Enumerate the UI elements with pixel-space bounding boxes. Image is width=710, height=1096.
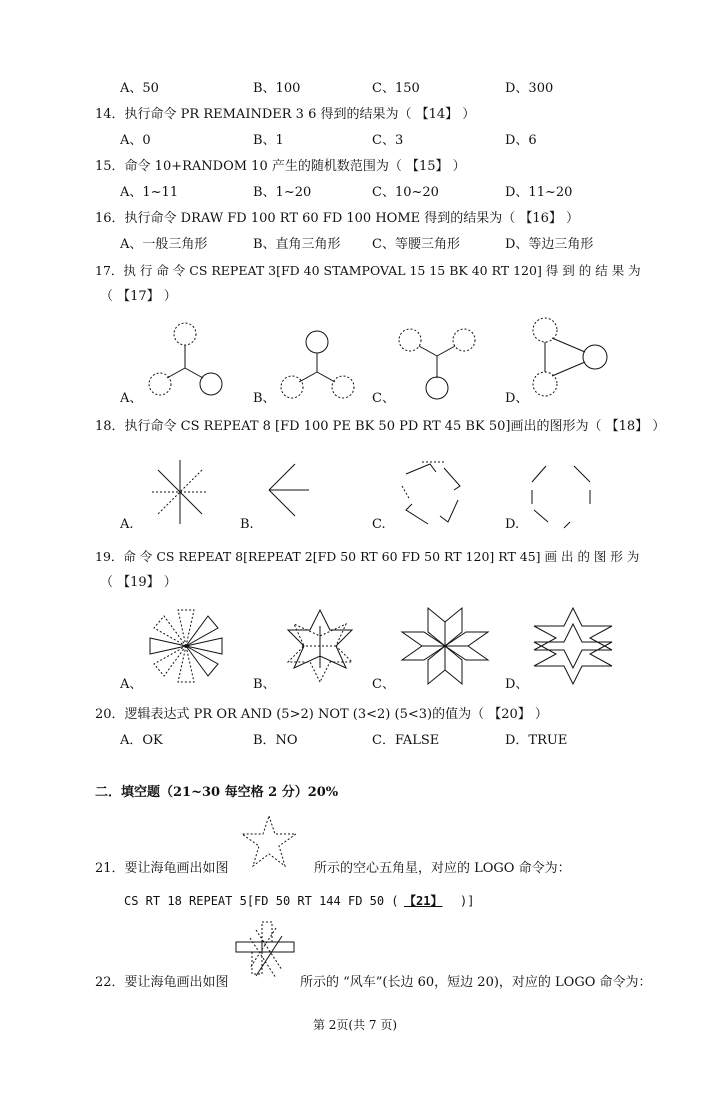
q15-option-c: C、10~20 bbox=[372, 185, 439, 200]
q19-option-a: A、 bbox=[120, 677, 143, 692]
q16-option-d: D、等边三角形 bbox=[505, 237, 594, 252]
q14-question bbox=[0, 106, 710, 124]
q16-options bbox=[0, 236, 710, 254]
q18-option-a: A. bbox=[120, 517, 134, 532]
q20-option-d: D．TRUE bbox=[505, 733, 568, 748]
q18-option-d: D. bbox=[505, 517, 520, 532]
q20-question bbox=[0, 706, 710, 724]
q15-option-a: A、1~11 bbox=[120, 185, 179, 200]
q20-option-b: B．NO bbox=[253, 733, 298, 748]
q13-option-a: A、50 bbox=[120, 81, 159, 96]
q19-option-d: D、 bbox=[505, 677, 529, 692]
q16-text: 16．执行命令 DRAW FD 100 RT 60 FD 100 HOME 得到的结果为（ 【16】 ） bbox=[95, 211, 580, 226]
q14-options bbox=[0, 132, 710, 150]
q18-labels bbox=[0, 516, 710, 534]
q19-text-line2: （ 【19】 ） bbox=[100, 575, 177, 590]
q19-option-b: B、 bbox=[253, 677, 276, 692]
q17-question-cont bbox=[0, 288, 710, 306]
q15-question bbox=[0, 158, 710, 176]
q17-text-line2: （ 【17】 ） bbox=[100, 289, 177, 304]
q18-text: 18．执行命令 CS REPEAT 8 [FD 100 PE BK 50 PD RT 45 BK 50]画出的图形为（ 【18】 ） bbox=[95, 419, 666, 434]
q17-option-c: C、 bbox=[372, 391, 395, 406]
q13-option-c: C、150 bbox=[372, 81, 420, 96]
q16-option-b: B、直角三角形 bbox=[253, 237, 341, 252]
q19-question bbox=[0, 548, 710, 566]
q21-question bbox=[0, 860, 710, 878]
q15-option-b: B、1~20 bbox=[253, 185, 312, 200]
q17-figure-d bbox=[525, 316, 625, 398]
q17-question bbox=[0, 262, 710, 280]
q16-option-a: A、一般三角形 bbox=[120, 237, 208, 252]
q21-prefix: 21．要让海龟画出如图 bbox=[95, 861, 229, 876]
q20-option-a: A．OK bbox=[120, 733, 163, 748]
q19-figure-b bbox=[280, 606, 360, 686]
q13-option-b: B、100 bbox=[253, 81, 301, 96]
q17-text-line1: 17．执 行 命 令 CS REPEAT 3[FD 40 STAMPOVAL 15 15 BK 40 RT 120] 得 到 的 结 果 为 bbox=[95, 263, 641, 278]
q13-option-d: D、300 bbox=[505, 81, 554, 96]
q18-option-c: C. bbox=[372, 517, 386, 532]
section2-heading bbox=[0, 784, 710, 802]
q17-option-a: A、 bbox=[120, 391, 143, 406]
q21-code-end: )] bbox=[460, 894, 475, 908]
q19-question-cont bbox=[0, 574, 710, 592]
q18-option-b: B. bbox=[240, 517, 254, 532]
q17-option-b: B、 bbox=[253, 391, 276, 406]
q16-question bbox=[0, 210, 710, 228]
q17-option-d: D、 bbox=[505, 391, 529, 406]
q22-suffix: 所示的 “风车”(长边 60，短边 20)，对应的 LOGO 命令为： bbox=[300, 975, 652, 990]
q13-options bbox=[0, 80, 710, 98]
page-footer bbox=[0, 1016, 710, 1034]
q18-figure-b bbox=[265, 460, 315, 520]
q20-text: 20．逻辑表达式 PR OR AND (5>2) NOT (3<2) (5<3)的值为（ 【20】 ） bbox=[95, 707, 548, 722]
q22-prefix: 22．要让海龟画出如图 bbox=[95, 975, 229, 990]
q19-labels bbox=[0, 676, 710, 694]
q14-option-d: D、6 bbox=[505, 133, 537, 148]
q22-question bbox=[0, 974, 710, 992]
q19-text-line1: 19．命 令 CS REPEAT 8[REPEAT 2[FD 50 RT 60 FD 50 RT 120] RT 45] 画 出 的 图 形 为 bbox=[95, 549, 640, 564]
q20-option-c: C．FALSE bbox=[372, 733, 440, 748]
q14-text: 14．执行命令 PR REMAINDER 3 6 得到的结果为（ 【14】 ） bbox=[95, 107, 476, 122]
page-number: 第 2页(共 7 页) bbox=[312, 1018, 398, 1032]
q21-code-line bbox=[0, 892, 710, 910]
q21-suffix: 所示的空心五角星，对应的 LOGO 命令为： bbox=[314, 861, 571, 876]
q15-options bbox=[0, 184, 710, 202]
q15-option-d: D、11~20 bbox=[505, 185, 573, 200]
q14-option-b: B、1 bbox=[253, 133, 284, 148]
q14-option-a: A、0 bbox=[120, 133, 151, 148]
section2-title: 二．填空题（21~30 每空格 2 分）20% bbox=[95, 785, 339, 800]
q20-options bbox=[0, 732, 710, 750]
q15-text: 15．命令 10+RANDOM 10 产生的随机数范围为（ 【15】 ） bbox=[95, 159, 466, 174]
q21-answer-blank[interactable]: 【21】 bbox=[404, 894, 443, 908]
q14-option-c: C、3 bbox=[372, 133, 404, 148]
q18-question bbox=[0, 418, 710, 436]
q19-option-c: C、 bbox=[372, 677, 395, 692]
q19-figure-a bbox=[148, 606, 224, 686]
q16-option-c: C、等腰三角形 bbox=[372, 237, 460, 252]
q21-code: CS RT 18 REPEAT 5[FD 50 RT 144 FD 50 ( bbox=[124, 894, 399, 908]
q17-labels bbox=[0, 390, 710, 408]
